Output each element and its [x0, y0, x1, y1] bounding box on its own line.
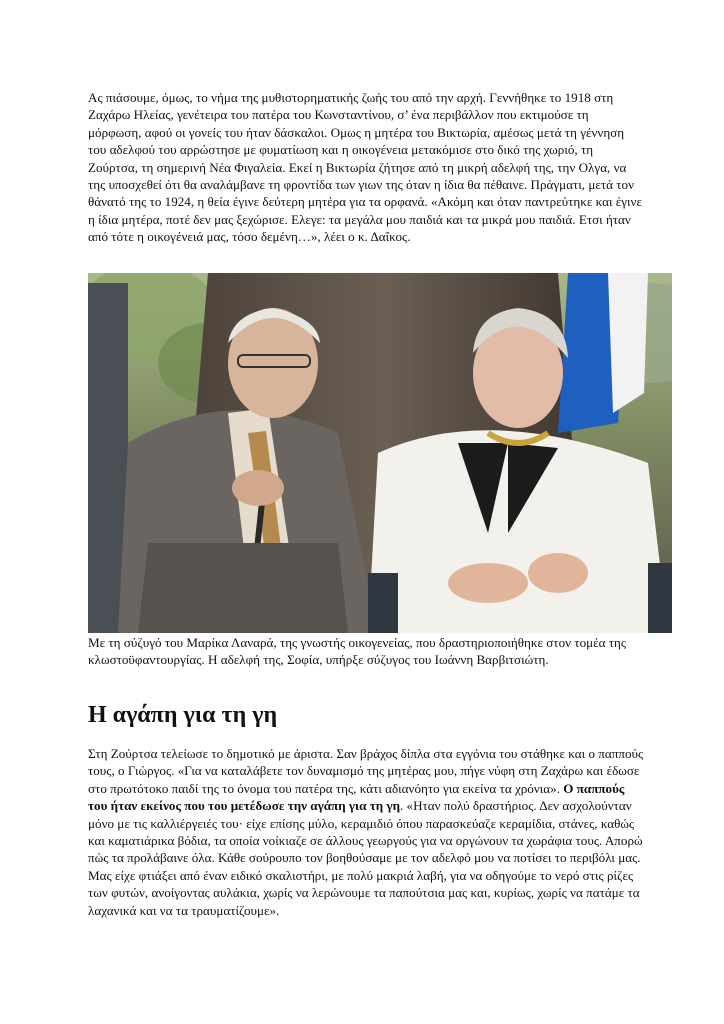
body-paragraph-emphasis: Ο παππούς του ήταν εκείνος που του μετέδωσε την αγάπη για τη γη [88, 780, 625, 814]
body-paragraph [88, 745, 644, 919]
photo-caption: Με τη σύζυγό του Μαρίκα Λαναρά, της γνωστής οικογενείας, που δραστηριοποιήθηκε στον τομέα της κλωστοϋφαντουργίας. Η αδελφή της, Σοφία, υπήρξε σύζυγος του Ιωάννη Βαρβιτσιώτη. [88, 635, 627, 668]
body-paragraph-text-1: Στη Ζούρτσα τελείωσε το δημοτικό με άριστα. Σαν βράχος δίπλα στα εγγόνια του στάθηκε και ο παππούς τους, ο Γιώργος. «Για να καταλάβετε τον δυναμισμό της μητέρας μου, πήγε νύφη στη Ζαχάρω και έδωσε στο πρωτότοκο παιδί της το όνομα του πατέρα της, κάτι αδιανόητο για εκείνα τα χρόνια». [88, 746, 644, 796]
intro-paragraph: Ας πιάσουμε, όμως, το νήμα της μυθιστορηματικής ζωής του από την αρχή. Γεννήθηκε το 1918 στη Ζαχάρω Ηλείας, γενέτειρα του πατέρα του Κωνσταντίνου, σ’ ένα περιβάλλον που εκτιμούσε τη μόρφωση, αφού οι γονείς του ήταν δάσκαλοι. Ομως η μητέρα του Βικτωρία, αμέσως μετά τη γέννηση του αδελφού του αρρώστησε με φυματίωση και η οικογένεια μετακόμισε στο δικό της χωριό, τη Ζούρτσα, τη σημερινή Νέα Φιγαλεία. Εκεί η Βικτωρία ζήτησε από τη μικρή αδελφή της, την Ολγα, να της υποσχεθεί ότι θα αναλάμβανε τη φροντίδα των γιων της όταν η ίδια θα πέθαινε. Πράγματι, μετά τον θάνατό της το 1924, η θεία έγινε δεύτερη μητέρα για τα ορφανά. «Ακόμη και όταν παντρεύτηκε και έγινε η ίδια μητέρα, ποτέ δεν μας ξεχώρισε. Ελεγε: τα μεγάλα μου παιδιά και τα μικρά μου παιδιά. Ετσι ήταν από τότε η οικογένειά μας, τόσο δεμένη…», λέει ο κ. Δαΐκος. [88, 90, 642, 245]
couple-photo [88, 273, 672, 633]
body-paragraph-text-2: . «Ηταν πολύ δραστήριος. Δεν ασχολούνταν μόνο με τις καλλιέργειές του· είχε επίσης μύλο, κεραμιδιό όπου παρασκεύαζε κεραμίδια, στάνες, καθώς και καματιάρικα βόδια, τα οποία νοίκιαζε σε άλλους γεωργούς για να οργώνουν τα χωράφια τους. Απορώ πώς τα προλάβαινε όλα. Κάθε σούρουπο τον βοηθούσαμε με τον αδελφό μου να ποτίσει το περιβόλι μας. Μας είχε φτιάξει από έναν ειδικό σκαλιστήρι, με πολύ μακριά λαβή, για να οδηγούμε το νερό στις ρίζες των φυτών, ανοίγοντας αυλάκια, χωρίς να λερώνουμε τα παπούτσια μας και, κυρίως, χωρίς να πατάμε τα λαχανικά και να τα τραυματίζουμε». [88, 798, 643, 918]
couple-photo-illustration [88, 273, 672, 633]
section-heading: Η αγάπη για τη γη [88, 702, 278, 728]
